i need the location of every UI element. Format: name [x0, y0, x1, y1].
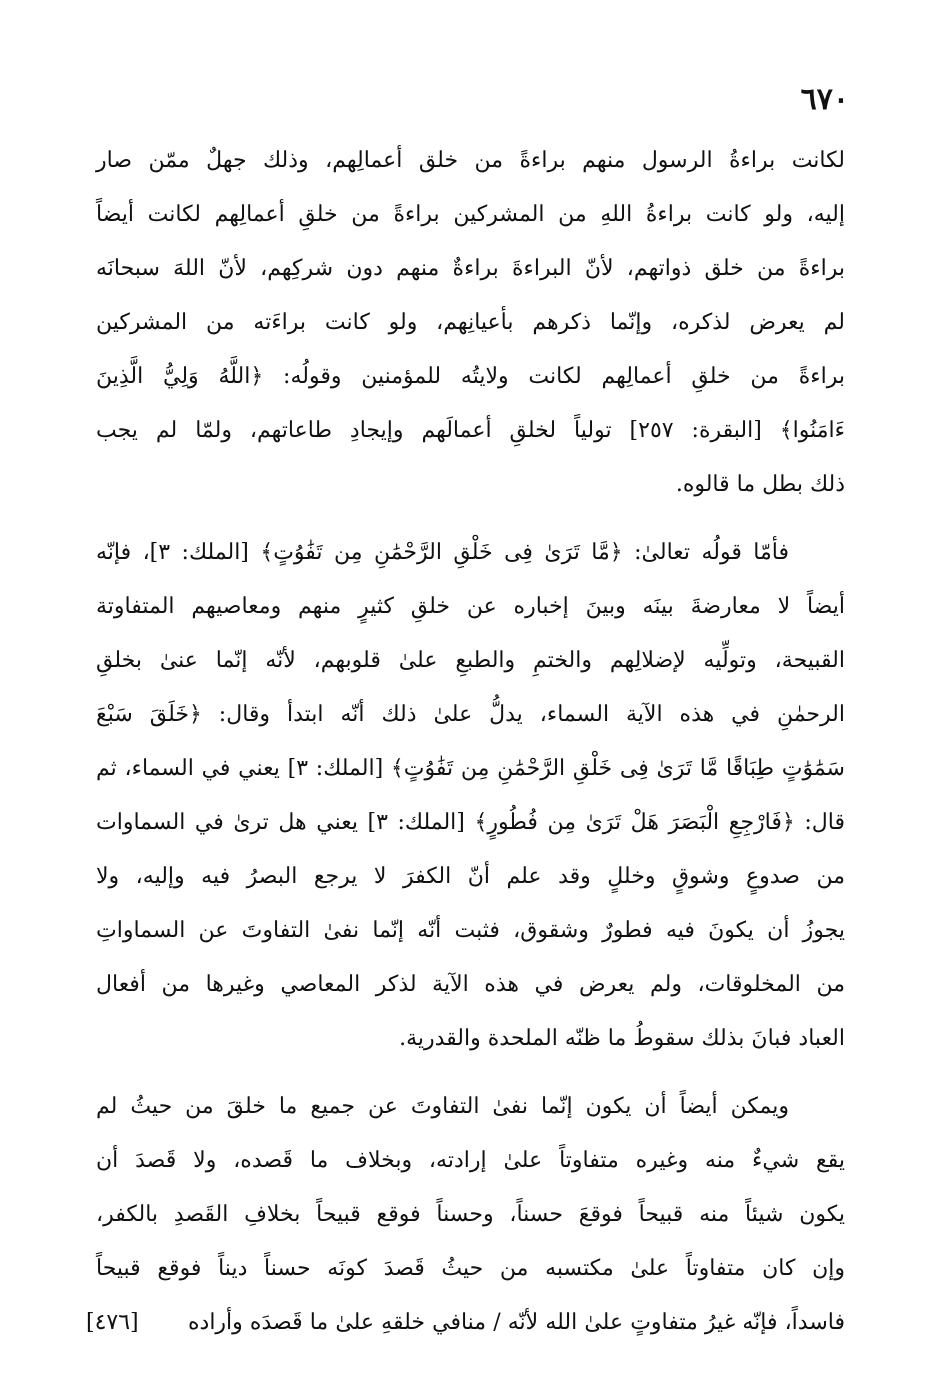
- text-line: إليه، ولو كانت براءةُ اللهِ من المشركين براءةً من خلقِ أعمالِهم لكانت أيضاً: [96, 202, 845, 227]
- text-line: سَمَٰوَٰتٍ طِبَاقًا مَّا تَرَىٰ فِى خَلْقِ الرَّحْمَٰنِ مِن تَفَٰوُتٍ﴾ [الملك: ٣] يعني في السماء، ثم: [96, 756, 845, 781]
- paragraph-2: [96, 526, 845, 1066]
- paragraph-3: [86, 1080, 845, 1350]
- paragraph-1: [96, 134, 845, 512]
- text-line: يجوزُ أن يكونَ فيه فطورٌ وشقوق، فثبت أنّه إنّما نفىٰ التفاوتَ عن السماواتِ: [96, 918, 845, 943]
- text-line: براءةً من خلقِ أعمالِهم لكانت ولايتُه للمؤمنين وقولُه: ﴿اللَّهُ وَلِيُّ الَّذِينَ: [96, 364, 845, 389]
- text-line: أيضاً لا معارضةَ بينَه وبينَ إخباره عن خلقِ كثيرٍ منهم ومعاصيهم المتفاوتة: [96, 594, 845, 619]
- text-line: من صدوعٍ وشوقٍ وخللٍ وقد علم أنّ الكفرَ لا يرجع البصرُ فيه وإليه، ولا: [96, 864, 845, 889]
- page-number: ٦٧٠: [800, 82, 849, 117]
- text-line: يكون شيئاً منه قبيحاً فوقعَ حسناً، وحسناً فوقع قبيحاً بخلافِ القَصدِ بالكفر،: [96, 1202, 845, 1227]
- manuscript-folio-marker: [٤٧٦]: [86, 1310, 139, 1335]
- text-line: ءَامَنُوا﴾ [البقرة: ٢٥٧] تولياً لخلقِ أعمالَهم وإيجادِ طاعاتهم، ولمّا لم يجب: [96, 418, 845, 443]
- text-line: فاسداً، فإنّه غيرُ متفاوتٍ علىٰ الله لأنّه / منافي خلقهِ علىٰ ما قَصدَه وأراده: [188, 1310, 845, 1335]
- text-line: ذلك بطل ما قالوه.: [675, 472, 845, 497]
- text-line: الرحمٰنِ في هذه الآية السماء، يدلُّ علىٰ ذلك أنّه ابتدأ وقال: ﴿خَلَقَ سَبْعَ: [96, 702, 845, 727]
- text-line: القبيحة، وتولِّيه لإضلالِهم والختمِ والطبعِ علىٰ قلوبهم، لأنّه إنّما عنىٰ بخلقِ: [96, 648, 845, 673]
- text-line: براءةً من خلق ذواتهم، لأنّ البراءةَ براءةٌ منهم دون شركِهم، لأنّ اللهَ سبحانَه: [96, 256, 845, 281]
- text-line-with-margin-marker: [86, 1296, 845, 1350]
- text-line: من المخلوقات، ولم يعرض في هذه الآية لذكر المعاصي وغيرها من أفعال: [96, 972, 845, 997]
- text-line: لكانت براءةُ الرسول منهم براءةً من خلق أعمالِهم، وذلك جهلٌ ممّن صار: [96, 148, 845, 173]
- paragraph-spacer: [96, 512, 845, 526]
- body-text: [86, 134, 845, 1350]
- text-line: وإن كان متفاوتاً علىٰ مكتسبه من حيثُ قَصدَ كونَه حسناً ديناً فوقع قبيحاً: [96, 1256, 845, 1281]
- text-line: العباد فبانَ بذلك سقوطُ ما ظنّه الملحدة والقدرية.: [399, 1026, 845, 1051]
- paragraph-spacer: [96, 1066, 845, 1080]
- text-line: فأمّا قولُه تعالىٰ: ﴿مَّا تَرَىٰ فِى خَلْقِ الرَّحْمَٰنِ مِن تَفَٰوُتٍ﴾ [الملك: ٣]، فإنّه: [96, 540, 789, 565]
- text-line: يقع شيءٌ منه وغيره متفاوتاً علىٰ إرادته، وبخلاف ما قَصده، ولا قَصدَ أن: [96, 1148, 845, 1173]
- text-line: لم يعرض لذكره، وإنّما ذكرهم بأعيانِهم، ولو كانت براءَته من المشركين: [96, 310, 845, 335]
- text-line: ويمكن أيضاً أن يكون إنّما نفىٰ التفاوتَ عن جميع ما خلقَ من حيثُ لم: [96, 1094, 789, 1119]
- text-line: قال: ﴿فَارْجِعِ الْبَصَرَ هَلْ تَرَىٰ مِن فُطُورٍ﴾ [الملك: ٣] يعني هل ترىٰ في السماوات: [96, 810, 845, 835]
